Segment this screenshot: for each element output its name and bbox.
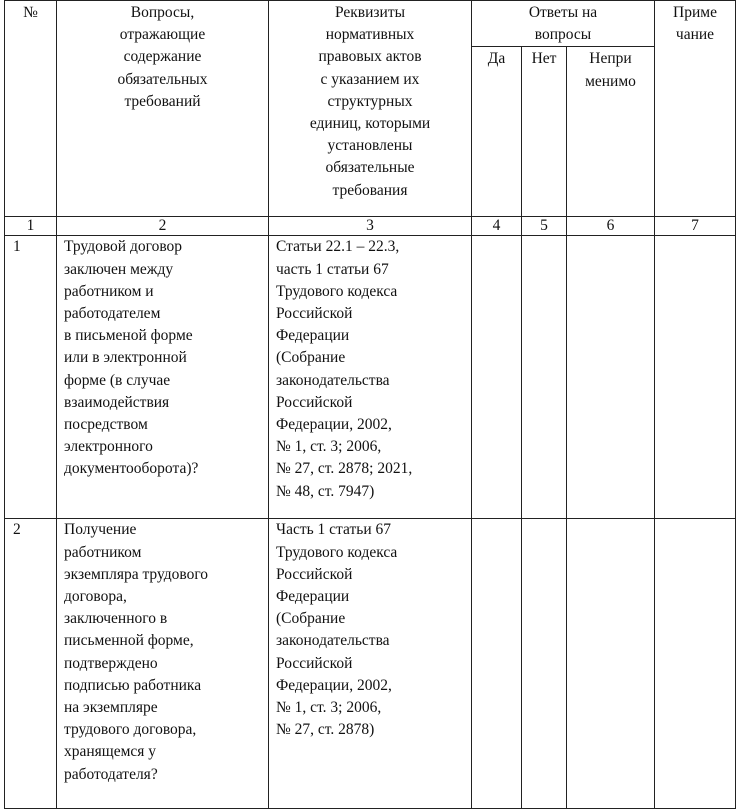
column-index-row: [5, 217, 736, 236]
answer-yes-cell[interactable]: [472, 236, 522, 519]
answer-na-cell[interactable]: [567, 519, 655, 809]
row-requisites: Часть 1 статьи 67 Трудового кодекса Российской Федерации (Собрание законодательства Российской Федерации, 2002, № 1, ст. 3; 2006, № 27, ст. 2878): [269, 519, 472, 809]
header-row: [5, 1, 736, 47]
index-cell: 1: [5, 217, 57, 236]
index-cell: 3: [269, 217, 472, 236]
header-note: Приме чание: [655, 1, 736, 217]
answer-no-cell[interactable]: [522, 519, 567, 809]
answer-no-cell[interactable]: [522, 236, 567, 519]
checklist-table: [4, 0, 736, 809]
header-no-answer: Нет: [522, 47, 567, 217]
index-cell: 4: [472, 217, 522, 236]
table-row: [5, 519, 736, 809]
header-requisites: Реквизиты нормативных правовых актов с указанием их структурных единиц, которыми установлены обязательные требования: [269, 1, 472, 217]
row-number: 1: [5, 236, 57, 519]
index-cell: 5: [522, 217, 567, 236]
row-question: Получение работником экземпляра трудового договора, заключенного в письменной форме, подтверждено подписью работника на экземпляре трудового договора, хранящемся у работодателя?: [57, 519, 269, 809]
note-cell[interactable]: [655, 519, 736, 809]
row-question: Трудовой договор заключен между работником и работодателем в письменой форме или в электронной форме (в случае взаимодействия посредством электронного документооборота)?: [57, 236, 269, 519]
note-cell[interactable]: [655, 236, 736, 519]
index-cell: 6: [567, 217, 655, 236]
index-cell: 7: [655, 217, 736, 236]
header-answers: Ответы на вопросы: [472, 1, 655, 47]
row-number: 2: [5, 519, 57, 809]
index-cell: 2: [57, 217, 269, 236]
row-requisites: Статьи 22.1 – 22.3, часть 1 статьи 67 Трудового кодекса Российской Федерации (Собрание законодательства Российской Федерации, 2002, № 1, ст. 3; 2006, № 27, ст. 2878; 2021, № 48, ст. 7947): [269, 236, 472, 519]
header-yes: Да: [472, 47, 522, 217]
table-row: [5, 236, 736, 519]
header-not-applicable: Непри менимо: [567, 47, 655, 217]
answer-yes-cell[interactable]: [472, 519, 522, 809]
answer-na-cell[interactable]: [567, 236, 655, 519]
header-questions: Вопросы, отражающие содержание обязательных требований: [57, 1, 269, 217]
header-number: №: [5, 1, 57, 217]
